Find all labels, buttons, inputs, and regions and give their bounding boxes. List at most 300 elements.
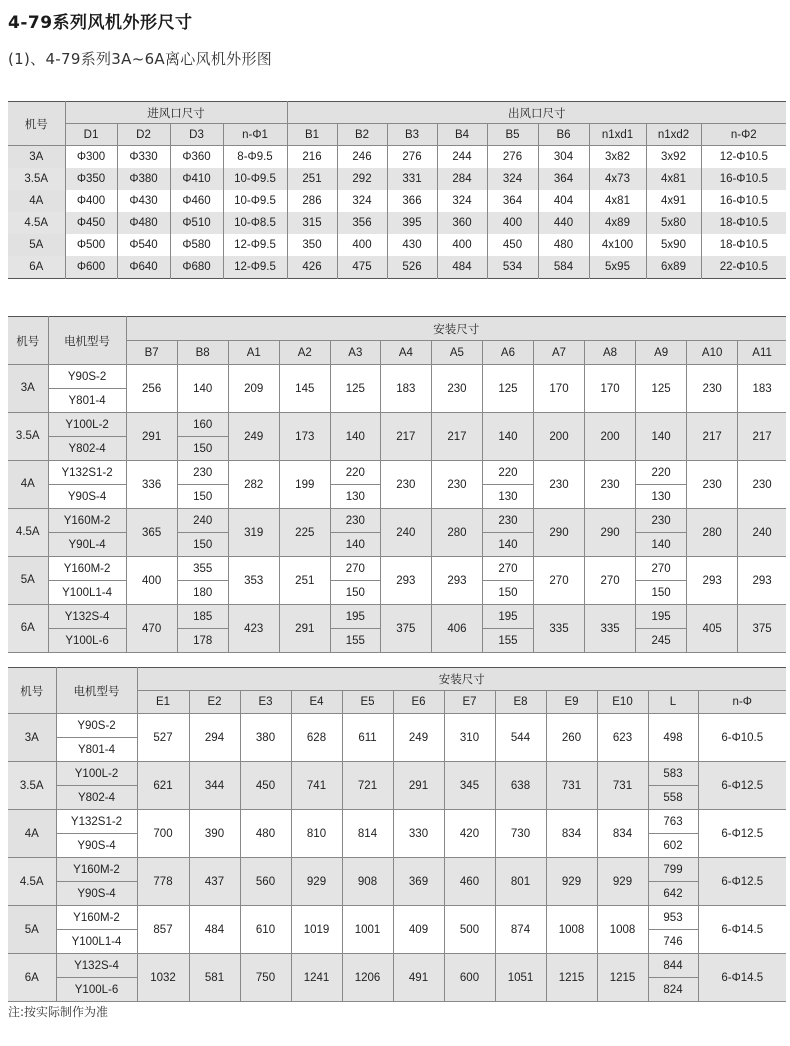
table-cell: 375	[738, 605, 786, 653]
table-cell: 365	[126, 509, 177, 557]
table-cell: 195	[636, 605, 687, 629]
table-cell: 293	[687, 557, 738, 605]
column-header: E5	[342, 691, 393, 714]
table-cell: 319	[228, 509, 279, 557]
table-cell: 470	[126, 605, 177, 653]
table-row	[8, 906, 786, 930]
table-cell: 217	[380, 413, 431, 461]
table-cell: 310	[444, 714, 495, 762]
table-cell: 200	[585, 413, 636, 461]
table-cell: 270	[330, 557, 380, 581]
table-cell: 155	[330, 629, 380, 653]
model-cell: 3.5A	[8, 413, 48, 461]
table-cell: 375	[380, 605, 431, 653]
table-cell: 183	[380, 365, 431, 413]
motor-model: Y132S-4	[48, 605, 126, 629]
table-cell: 400	[126, 557, 177, 605]
column-header: B8	[177, 341, 228, 365]
table-cell: 16-Φ10.5	[701, 168, 786, 190]
table-cell: 874	[495, 906, 546, 954]
table-cell: 4x100	[589, 234, 646, 256]
model-cell: 4A	[8, 810, 56, 858]
table-cell: 929	[597, 858, 648, 906]
table-cell: 209	[228, 365, 279, 413]
length-cell: 844	[648, 954, 698, 978]
table-cell: 230	[431, 365, 482, 413]
column-header: A5	[431, 341, 482, 365]
table-cell: 170	[533, 365, 584, 413]
table-cell: 1215	[546, 954, 597, 1002]
header-model: 机号	[8, 102, 65, 146]
table-cell: 216	[287, 146, 337, 169]
table-row	[8, 557, 786, 581]
motor-model: Y160M-2	[56, 906, 137, 930]
hole-spec-cell: 6-Φ12.5	[698, 858, 786, 906]
table-cell: Φ450	[65, 212, 117, 234]
table-cell: 420	[444, 810, 495, 858]
motor-model: Y160M-2	[48, 557, 126, 581]
table-cell: 155	[482, 629, 533, 653]
column-header: B6	[538, 124, 589, 146]
model-cell: 6A	[8, 605, 48, 653]
table-cell: 526	[387, 256, 437, 279]
column-header: D2	[117, 124, 170, 146]
table-cell: 276	[487, 146, 538, 169]
table-cell: 480	[538, 234, 589, 256]
table-cell: 173	[279, 413, 330, 461]
table-cell: 260	[546, 714, 597, 762]
table-cell: Φ480	[117, 212, 170, 234]
table-cell: 6x89	[646, 256, 701, 279]
length-cell: 642	[648, 882, 698, 906]
table-cell: Φ430	[117, 190, 170, 212]
table-cell: 731	[546, 762, 597, 810]
table-cell: 450	[240, 762, 291, 810]
table-cell: 195	[330, 605, 380, 629]
table-cell: 1008	[546, 906, 597, 954]
table-cell: 292	[337, 168, 387, 190]
table-row	[8, 212, 786, 234]
table-cell: 1051	[495, 954, 546, 1002]
table-cell: 5x80	[646, 212, 701, 234]
motor-model: Y160M-2	[48, 509, 126, 533]
table-cell: 584	[538, 256, 589, 279]
install-dimensions-table-b	[8, 667, 786, 1002]
table-cell: Φ600	[65, 256, 117, 279]
hole-spec-cell: 6-Φ12.5	[698, 810, 786, 858]
table-cell: 256	[126, 365, 177, 413]
motor-model: Y160M-2	[56, 858, 137, 882]
motor-model: Y100L-2	[56, 762, 137, 786]
table-cell: 246	[337, 146, 387, 169]
table-cell: 315	[287, 212, 337, 234]
table-cell: Φ510	[170, 212, 223, 234]
table-cell: 230	[482, 509, 533, 533]
page-title: 4-79系列风机外形尺寸	[8, 13, 193, 33]
install-dimensions-table-a	[8, 316, 786, 653]
table-cell: 22-Φ10.5	[701, 256, 786, 279]
table-cell: 230	[738, 461, 786, 509]
table-cell: 929	[291, 858, 342, 906]
column-header: n1xd1	[589, 124, 646, 146]
table-cell: 282	[228, 461, 279, 509]
table-cell: 284	[437, 168, 487, 190]
model-cell: 5A	[8, 557, 48, 605]
model-cell: 3.5A	[8, 168, 65, 190]
table-cell: 1241	[291, 954, 342, 1002]
table-cell: 324	[437, 190, 487, 212]
table-cell: 801	[495, 858, 546, 906]
column-header: L	[648, 691, 698, 714]
table-cell: 150	[482, 581, 533, 605]
table-cell: Φ540	[117, 234, 170, 256]
table-cell: 145	[279, 365, 330, 413]
table-cell: 230	[687, 365, 738, 413]
table-cell: Φ640	[117, 256, 170, 279]
inlet-outlet-dimensions-table	[8, 101, 786, 279]
table-cell: 324	[487, 168, 538, 190]
table-cell: 423	[228, 605, 279, 653]
table-cell: 380	[240, 714, 291, 762]
header-motor: 电机型号	[48, 317, 126, 365]
table-cell: 10-Φ9.5	[223, 190, 287, 212]
model-cell: 3A	[8, 365, 48, 413]
column-header: B7	[126, 341, 177, 365]
table-cell: 834	[546, 810, 597, 858]
table-cell: 10-Φ8.5	[223, 212, 287, 234]
table-cell: Φ300	[65, 146, 117, 169]
table-cell: 251	[287, 168, 337, 190]
model-cell: 6A	[8, 954, 56, 1002]
table-cell: 12-Φ9.5	[223, 256, 287, 279]
table-cell: 140	[330, 413, 380, 461]
table-cell: 3x92	[646, 146, 701, 169]
table-cell: 400	[337, 234, 387, 256]
table-cell: 491	[393, 954, 444, 1002]
table-cell: 400	[437, 234, 487, 256]
table-cell: 440	[538, 212, 589, 234]
motor-model: Y100L-6	[48, 629, 126, 653]
table-cell: 270	[585, 557, 636, 605]
motor-model: Y100L-2	[48, 413, 126, 437]
table-cell: 437	[189, 858, 240, 906]
table-cell: 355	[177, 557, 228, 581]
motor-model: Y100L-6	[56, 978, 137, 1002]
table-cell: 230	[533, 461, 584, 509]
column-header: A2	[279, 341, 330, 365]
table-cell: 199	[279, 461, 330, 509]
table-row	[8, 256, 786, 279]
table-cell: 291	[126, 413, 177, 461]
table-cell: 500	[444, 906, 495, 954]
motor-model: Y90S-2	[48, 365, 126, 389]
table-cell: 18-Φ10.5	[701, 234, 786, 256]
table-cell: 405	[687, 605, 738, 653]
table-cell: 730	[495, 810, 546, 858]
table-cell: 1032	[137, 954, 189, 1002]
length-cell: 746	[648, 930, 698, 954]
motor-model: Y801-4	[48, 389, 126, 413]
table-cell: 814	[342, 810, 393, 858]
column-header: E8	[495, 691, 546, 714]
model-cell: 4A	[8, 190, 65, 212]
motor-model: Y802-4	[56, 786, 137, 810]
table-cell: 369	[393, 858, 444, 906]
column-header: A8	[585, 341, 636, 365]
table-cell: 270	[636, 557, 687, 581]
table-cell: 150	[636, 581, 687, 605]
header-inlet: 进风口尺寸	[65, 102, 287, 124]
table-cell: 140	[330, 533, 380, 557]
table-cell: 4x91	[646, 190, 701, 212]
column-header: B5	[487, 124, 538, 146]
table-cell: 180	[177, 581, 228, 605]
table-cell: 130	[330, 485, 380, 509]
table-cell: 750	[240, 954, 291, 1002]
hole-spec-cell: 6-Φ10.5	[698, 714, 786, 762]
column-header: E9	[546, 691, 597, 714]
column-header: B4	[437, 124, 487, 146]
table-cell: 700	[137, 810, 189, 858]
table-cell: 240	[380, 509, 431, 557]
table-cell: 534	[487, 256, 538, 279]
header-outlet: 出风口尺寸	[287, 102, 786, 124]
table-cell: 140	[482, 413, 533, 461]
table-cell: 220	[482, 461, 533, 485]
table-cell: 621	[137, 762, 189, 810]
table-cell: 366	[387, 190, 437, 212]
length-cell: 498	[648, 714, 698, 762]
table-cell: 395	[387, 212, 437, 234]
table-cell: Φ580	[170, 234, 223, 256]
length-cell: 799	[648, 858, 698, 882]
model-cell: 5A	[8, 906, 56, 954]
column-header: A9	[636, 341, 687, 365]
table-cell: 390	[189, 810, 240, 858]
column-header: A1	[228, 341, 279, 365]
motor-model: Y100L1-4	[56, 930, 137, 954]
table-row	[8, 954, 786, 978]
table-cell: Φ680	[170, 256, 223, 279]
column-header: B2	[337, 124, 387, 146]
table-cell: Φ380	[117, 168, 170, 190]
model-cell: 3A	[8, 146, 65, 169]
column-header: E6	[393, 691, 444, 714]
table-cell: 344	[189, 762, 240, 810]
table-cell: 330	[393, 810, 444, 858]
table-cell: 217	[738, 413, 786, 461]
table-cell: 225	[279, 509, 330, 557]
table-cell: 12-Φ9.5	[223, 234, 287, 256]
table-cell: 335	[585, 605, 636, 653]
footnote: 注:按实际制作为准	[8, 1005, 109, 1019]
length-cell: 558	[648, 786, 698, 810]
table-cell: 731	[597, 762, 648, 810]
column-header: n-Φ	[698, 691, 786, 714]
table-cell: 857	[137, 906, 189, 954]
motor-model: Y90S-4	[48, 485, 126, 509]
table-cell: 220	[330, 461, 380, 485]
table-cell: 4x89	[589, 212, 646, 234]
table-cell: Φ400	[65, 190, 117, 212]
table-cell: 356	[337, 212, 387, 234]
column-header: n-Φ1	[223, 124, 287, 146]
table-cell: 195	[482, 605, 533, 629]
table-cell: Φ500	[65, 234, 117, 256]
table-cell: 450	[487, 234, 538, 256]
header-model: 机号	[8, 317, 48, 365]
table-row	[8, 762, 786, 786]
column-header: A3	[330, 341, 380, 365]
column-header: A10	[687, 341, 738, 365]
table-cell: 293	[380, 557, 431, 605]
table-cell: 335	[533, 605, 584, 653]
table-cell: 484	[189, 906, 240, 954]
table-cell: 480	[240, 810, 291, 858]
table-cell: 527	[137, 714, 189, 762]
column-header: A7	[533, 341, 584, 365]
motor-model: Y132S1-2	[48, 461, 126, 485]
table-cell: 430	[387, 234, 437, 256]
table-cell: 230	[585, 461, 636, 509]
table-cell: Φ350	[65, 168, 117, 190]
motor-model: Y132S1-2	[56, 810, 137, 834]
table-cell: 360	[437, 212, 487, 234]
column-header: E1	[137, 691, 189, 714]
table-row	[8, 461, 786, 485]
table-cell: 217	[431, 413, 482, 461]
table-cell: 475	[337, 256, 387, 279]
table-cell: 290	[585, 509, 636, 557]
table-cell: 230	[330, 509, 380, 533]
page-subtitle: (1)、4-79系列3A~6A离心风机外形图	[8, 50, 273, 68]
table-row	[8, 858, 786, 882]
table-cell: 5x95	[589, 256, 646, 279]
table-cell: 291	[279, 605, 330, 653]
table-cell: 611	[342, 714, 393, 762]
motor-model: Y801-4	[56, 738, 137, 762]
table-cell: 350	[287, 234, 337, 256]
table-cell: 280	[687, 509, 738, 557]
table-cell: 908	[342, 858, 393, 906]
header-install: 安装尺寸	[137, 668, 786, 691]
column-header: D3	[170, 124, 223, 146]
column-header: A4	[380, 341, 431, 365]
table-cell: 293	[738, 557, 786, 605]
table-row	[8, 509, 786, 533]
column-header: n1xd2	[646, 124, 701, 146]
table-cell: 130	[636, 485, 687, 509]
length-cell: 953	[648, 906, 698, 930]
hole-spec-cell: 6-Φ12.5	[698, 762, 786, 810]
column-header: n-Φ2	[701, 124, 786, 146]
column-header: E7	[444, 691, 495, 714]
model-cell: 5A	[8, 234, 65, 256]
table-cell: 8-Φ9.5	[223, 146, 287, 169]
table-cell: 291	[393, 762, 444, 810]
table-cell: 220	[636, 461, 687, 485]
table-cell: 324	[337, 190, 387, 212]
table-cell: 741	[291, 762, 342, 810]
table-cell: 623	[597, 714, 648, 762]
table-cell: 290	[533, 509, 584, 557]
table-cell: 270	[533, 557, 584, 605]
table-cell: 1019	[291, 906, 342, 954]
model-cell: 3A	[8, 714, 56, 762]
motor-model: Y90S-2	[56, 714, 137, 738]
table-cell: 249	[228, 413, 279, 461]
table-row	[8, 714, 786, 738]
table-cell: 3x82	[589, 146, 646, 169]
column-header: E4	[291, 691, 342, 714]
hole-spec-cell: 6-Φ14.5	[698, 906, 786, 954]
length-cell: 583	[648, 762, 698, 786]
table-cell: 140	[636, 413, 687, 461]
table-cell: 249	[393, 714, 444, 762]
length-cell: 602	[648, 834, 698, 858]
table-cell: 230	[177, 461, 228, 485]
table-cell: 1008	[597, 906, 648, 954]
length-cell: 763	[648, 810, 698, 834]
table-row	[8, 190, 786, 212]
table-cell: 10-Φ9.5	[223, 168, 287, 190]
table-cell: Φ410	[170, 168, 223, 190]
column-header: A6	[482, 341, 533, 365]
table-cell: 270	[482, 557, 533, 581]
model-cell: 4.5A	[8, 509, 48, 557]
table-cell: 150	[330, 581, 380, 605]
table-cell: 12-Φ10.5	[701, 146, 786, 169]
table-cell: 364	[487, 190, 538, 212]
table-row	[8, 234, 786, 256]
table-cell: Φ330	[117, 146, 170, 169]
model-cell: 4.5A	[8, 212, 65, 234]
table-cell: 404	[538, 190, 589, 212]
table-cell: 336	[126, 461, 177, 509]
motor-model: Y90S-4	[56, 834, 137, 858]
table-cell: 628	[291, 714, 342, 762]
table-cell: 200	[533, 413, 584, 461]
table-row	[8, 605, 786, 629]
table-cell: 345	[444, 762, 495, 810]
table-cell: 18-Φ10.5	[701, 212, 786, 234]
table-cell: 810	[291, 810, 342, 858]
column-header: B1	[287, 124, 337, 146]
hole-spec-cell: 6-Φ14.5	[698, 954, 786, 1002]
table-row	[8, 365, 786, 389]
model-cell: 4.5A	[8, 858, 56, 906]
table-cell: 150	[177, 437, 228, 461]
table-cell: 638	[495, 762, 546, 810]
table-cell: 484	[437, 256, 487, 279]
table-cell: 544	[495, 714, 546, 762]
table-cell: 170	[585, 365, 636, 413]
table-cell: 778	[137, 858, 189, 906]
table-cell: 240	[738, 509, 786, 557]
table-cell: 560	[240, 858, 291, 906]
model-cell: 3.5A	[8, 762, 56, 810]
motor-model: Y90L-4	[48, 533, 126, 557]
table-cell: 251	[279, 557, 330, 605]
column-header: E2	[189, 691, 240, 714]
table-row	[8, 810, 786, 834]
table-row	[8, 413, 786, 437]
table-cell: 125	[636, 365, 687, 413]
table-cell: 364	[538, 168, 589, 190]
table-cell: 294	[189, 714, 240, 762]
table-cell: 721	[342, 762, 393, 810]
table-cell: 230	[687, 461, 738, 509]
